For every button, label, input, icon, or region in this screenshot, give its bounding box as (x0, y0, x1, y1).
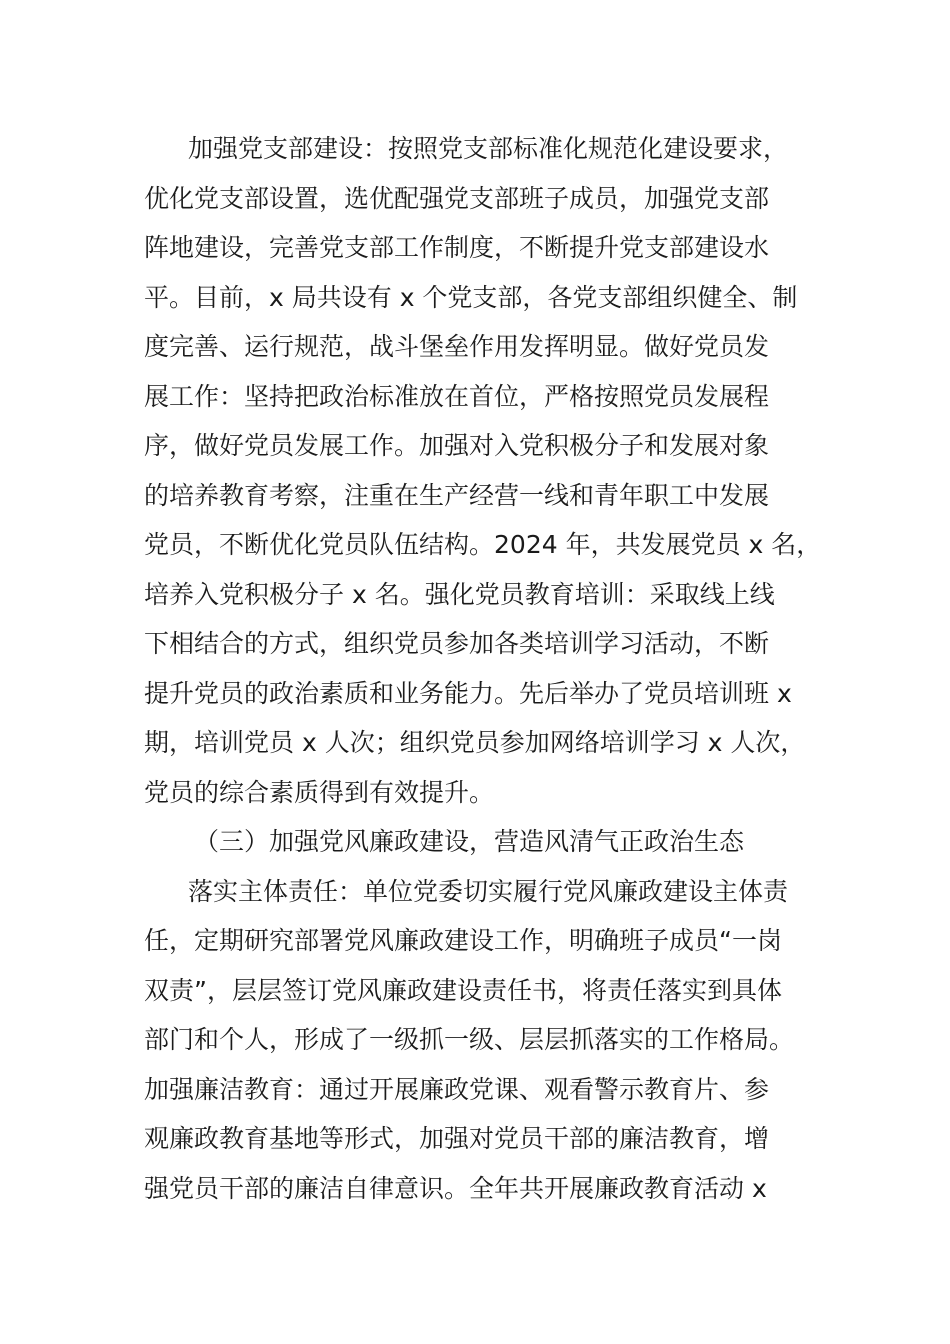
section-heading: （三）加强党风廉政建设，营造风清气正政治生态 (194, 827, 745, 856)
paragraph-line: 展工作：坚持把政治标准放在首位，严格按照党员发展程 (144, 381, 770, 411)
paragraph-line: 党员，不断优化党员队伍结构。2024 年，共发展党员 x 名， (144, 530, 822, 559)
paragraph-line: 观廉政教育基地等形式，加强对党员干部的廉洁教育，增 (144, 1124, 770, 1153)
paragraph-line: 强党员干部的廉洁自律意识。全年共开展廉政教育活动 x (144, 1173, 767, 1203)
paragraph-line: 期，培训党员 x 人次；组织党员参加网络培训学习 x 人次， (144, 728, 806, 757)
paragraph-line: 任，定期研究部署党风廉政建设工作，明确班子成员“一岗 (144, 926, 782, 955)
paragraph-line: 平。目前，x 局共设有 x 个党支部，各党支部组织健全、制 (144, 282, 798, 312)
paragraph-line: 加强党支部建设：按照党支部标准化规范化建设要求， (188, 134, 789, 163)
paragraph-line: 党员的综合素质得到有效提升。 (144, 777, 495, 807)
paragraph-line: 的培养教育考察，注重在生产经营一线和青年职工中发展 (144, 480, 770, 510)
paragraph-line: 优化党支部设置，选优配强党支部班子成员，加强党支部 (144, 183, 770, 213)
paragraph-line: 落实主体责任：单位党委切实履行党风廉政建设主体责 (188, 876, 789, 906)
paragraph-line: 提升党员的政治素质和业务能力。先后举办了党员培训班 x (144, 678, 792, 708)
paragraph-line: 序，做好党员发展工作。加强对入党积极分子和发展对象 (144, 431, 770, 460)
paragraph-line: 下相结合的方式，组织党员参加各类培训学习活动，不断 (144, 629, 770, 658)
paragraph-line: 培养入党积极分子 x 名。强化党员教育培训：采取线上线 (144, 579, 775, 609)
paragraph-line: 阵地建设，完善党支部工作制度，不断提升党支部建设水 (144, 233, 770, 262)
paragraph-line: 部门和个人，形成了一级抓一级、层层抓落实的工作格局。 (144, 1025, 795, 1054)
paragraph-line: 双责”，层层签订党风廉政建设责任书，将责任落实到具体 (144, 975, 782, 1005)
document-body (144, 124, 834, 1213)
paragraph-line: 度完善、运行规范，战斗堡垒作用发挥明显。做好党员发 (144, 332, 770, 361)
paragraph-line: 加强廉洁教育：通过开展廉政党课、观看警示教育片、参 (144, 1074, 770, 1104)
